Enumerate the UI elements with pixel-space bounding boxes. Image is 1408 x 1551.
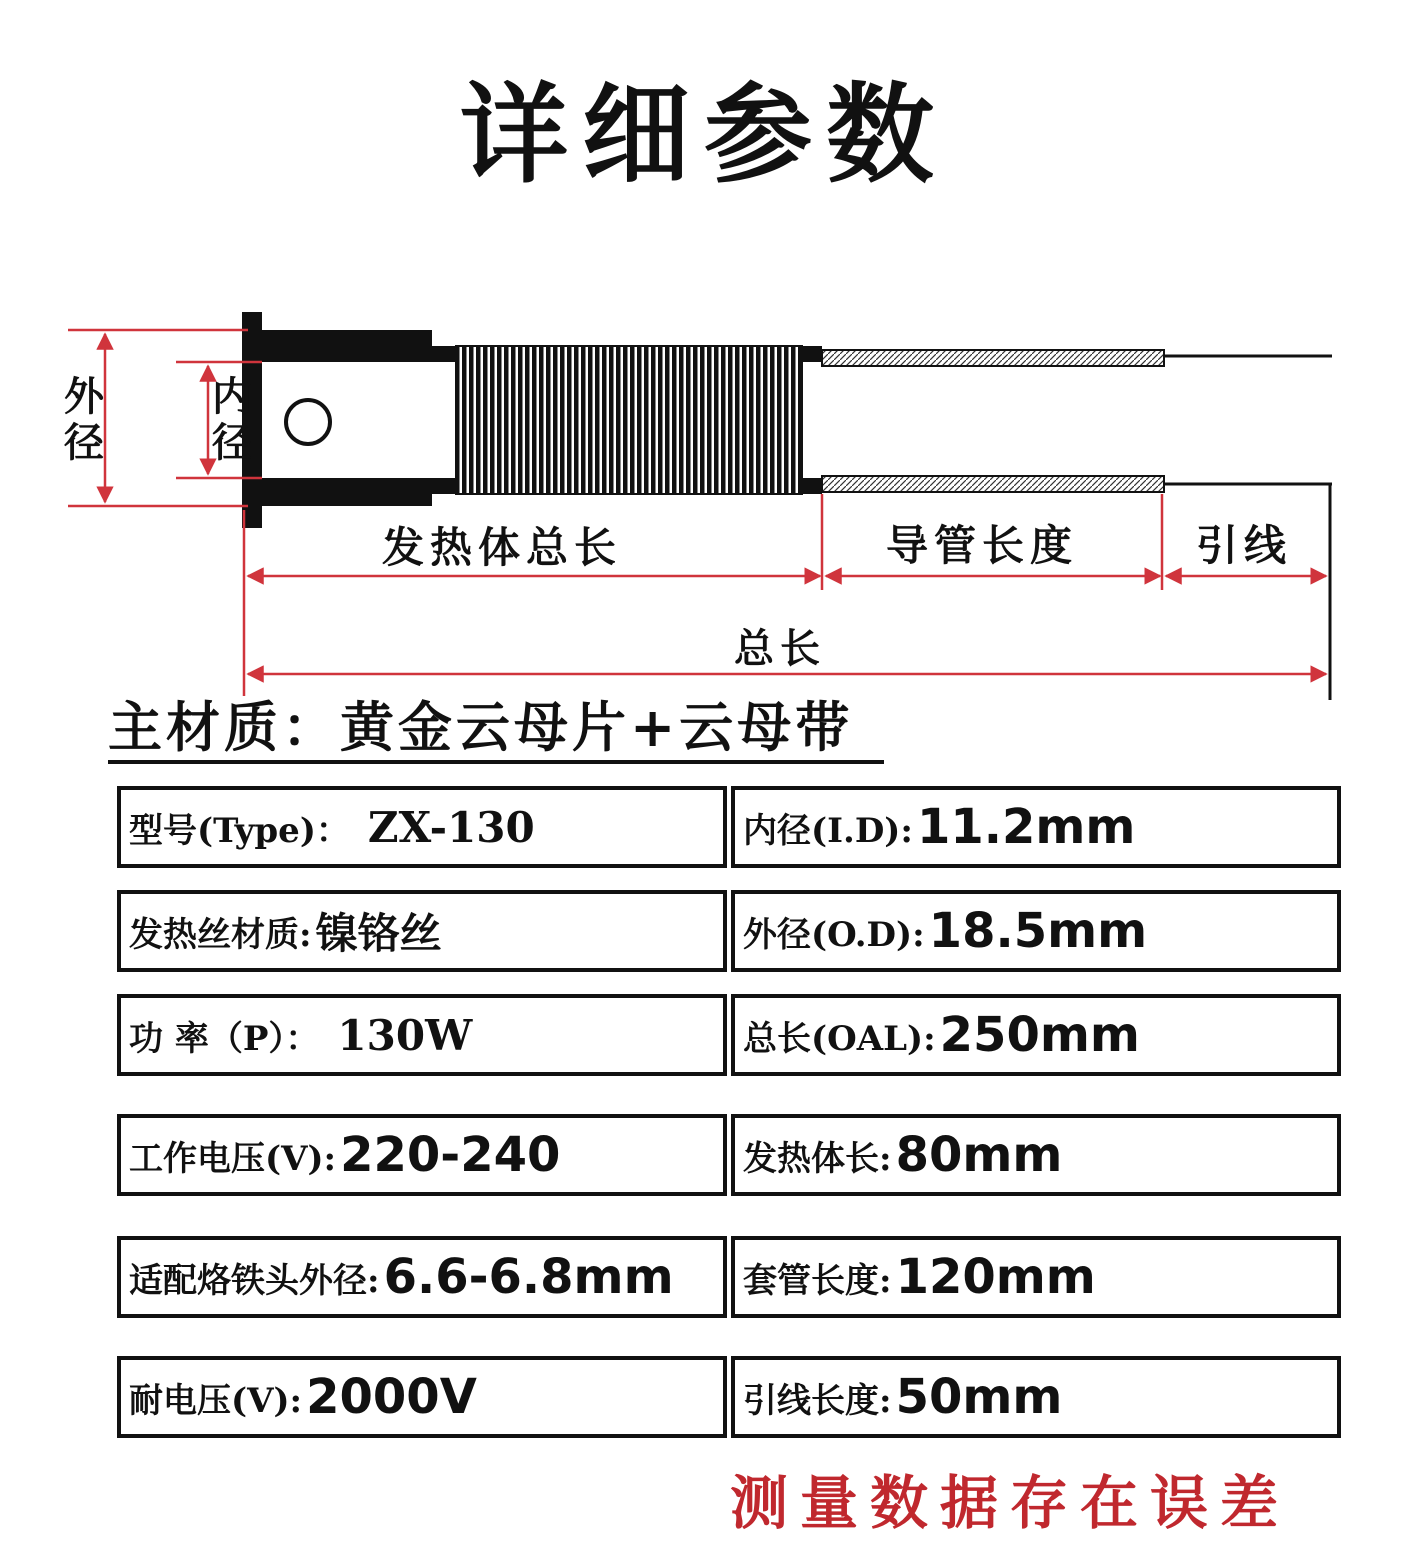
spec-row (117, 1114, 1341, 1196)
heater-diagram (0, 0, 1408, 720)
spec-label: 发热体长: (743, 1138, 892, 1179)
spec-cell-heater-length (731, 1114, 1341, 1196)
spec-cell-outer-diameter (731, 890, 1341, 972)
spec-cell-lead-length (731, 1356, 1341, 1438)
inner-diameter-label-2: 径 (212, 419, 252, 466)
outer-diameter-label-1: 外 (64, 373, 104, 420)
spec-cell-voltage (117, 1114, 727, 1196)
spec-cell-inner-diameter (731, 786, 1341, 868)
sleeve-tubes (822, 350, 1164, 492)
spec-value: ZX-130 (367, 802, 535, 852)
spec-value: 镍铬丝 (315, 909, 442, 958)
total-length-label: 总长 (734, 625, 826, 672)
measurement-note: 测量数据存在误差 (730, 1469, 1291, 1537)
spec-value: 80mm (895, 1127, 1063, 1183)
lead-label: 引线 (1196, 521, 1293, 570)
spec-label: 总长(OAL): (743, 1018, 936, 1059)
spec-row (117, 786, 1341, 868)
spec-label: 发热丝材质: (129, 914, 312, 955)
spec-row (117, 994, 1341, 1076)
spec-value: 120mm (895, 1249, 1096, 1305)
spec-value: 130W (337, 1010, 473, 1060)
spec-value: 18.5mm (928, 903, 1148, 959)
spec-value: 6.6-6.8mm (383, 1249, 674, 1305)
spec-cell-total-length (731, 994, 1341, 1076)
spec-label: 工作电压(V): (129, 1138, 337, 1179)
spec-row (117, 1356, 1341, 1438)
spec-value: 50mm (895, 1369, 1063, 1425)
main-material: 主材质：黄金云母片+云母带 (108, 694, 884, 764)
heater-length-label: 发热体总长 (382, 523, 623, 572)
spec-cell-power (117, 994, 727, 1076)
outer-diameter-label-2: 径 (64, 419, 104, 466)
spec-label: 型号(Type)： (129, 810, 350, 851)
spec-label: 功 率（P）： (129, 1018, 320, 1059)
tube-length-label: 导管长度 (886, 521, 1079, 570)
spec-row (117, 890, 1341, 972)
spec-label: 套管长度: (743, 1260, 892, 1301)
spec-cell-sleeve-length (731, 1236, 1341, 1318)
spec-value: 2000V (306, 1369, 477, 1425)
spec-cell-wire-material (117, 890, 727, 972)
spec-cell-tip-diameter (117, 1236, 727, 1318)
inner-diameter-label-1: 内 (212, 373, 252, 420)
spec-label: 适配烙铁头外径: (129, 1260, 380, 1301)
spec-value: 250mm (939, 1007, 1140, 1063)
spec-value: 11.2mm (916, 799, 1136, 855)
page-title: 详细参数 (459, 72, 948, 198)
mount-hole-icon (286, 400, 330, 444)
spec-label: 引线长度: (743, 1380, 892, 1421)
spec-label: 内径(I.D): (743, 810, 913, 851)
spec-cell-withstand-voltage (117, 1356, 727, 1438)
spec-cell-type (117, 786, 727, 868)
spec-label: 耐电压(V): (129, 1380, 303, 1421)
spec-value: 220-240 (340, 1127, 561, 1183)
spec-row (117, 1236, 1341, 1318)
spec-label: 外径(O.D): (743, 914, 925, 955)
